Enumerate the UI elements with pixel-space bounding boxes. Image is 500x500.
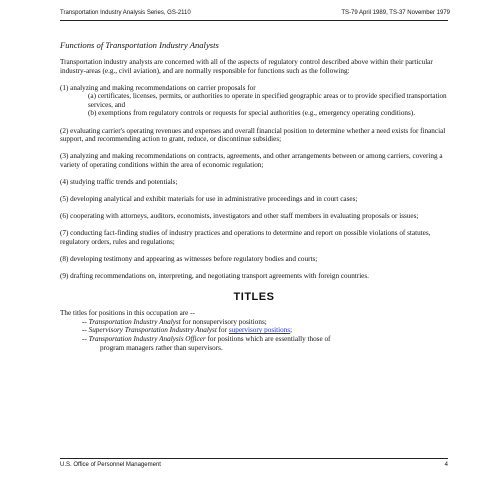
footer-page-number: 4 xyxy=(444,462,448,468)
running-footer xyxy=(60,462,448,468)
function-item-1b: (b) exemptions from regulatory controls or requests for special authorities (e.g., emergency operating conditions). xyxy=(88,109,415,118)
function-item-3: (3) analyzing and making recommendations on contracts, agreements, and other arrangements between or among carriers, covering a variety of operating conditions within the area of economic regulation; xyxy=(60,152,443,169)
footer-agency: U.S. Office of Personnel Management xyxy=(60,462,161,468)
function-item-1 xyxy=(60,84,448,118)
footer-rule xyxy=(60,458,448,459)
running-header xyxy=(60,10,450,16)
function-item-7: (7) conducting fact-finding studies of industry practices and operations to determine and report on possible violations of statutes, regulatory orders, rules and regulations; xyxy=(60,229,431,246)
titles-intro: The titles for positions in this occupation are -- xyxy=(60,309,195,318)
title-nonsupervisory: Transportation Industry Analyst xyxy=(88,317,181,326)
function-item-6: (6) cooperating with attorneys, auditors, economists, investigators and other staff members in evaluating proposals or issues; xyxy=(60,212,419,221)
title-line-3-continued: program managers rather than supervisors. xyxy=(100,343,223,352)
title-line-1 xyxy=(60,318,448,327)
title-line-2-mid: for xyxy=(216,326,229,335)
function-item-1-lead: (1) analyzing and making recommendations on carrier proposals for xyxy=(60,83,256,92)
titles-heading: TITLES xyxy=(233,290,275,303)
title-line-1-suffix: for nonsupervisory positions; xyxy=(180,317,267,326)
document-body xyxy=(60,40,448,352)
header-dates: TS-79 April 1989, TS-37 November 1979 xyxy=(341,10,450,16)
title-line-2 xyxy=(60,326,448,335)
title-line-3-suffix: for positions which are essentially those of xyxy=(205,334,331,343)
intro-paragraph: Transportation industry analysts are concerned with all of the aspects of regulatory control described above within their particular industry-areas (e.g., civil aviation), and are normally responsible for functions such as the following: xyxy=(60,58,433,75)
title-line-1-prefix: -- xyxy=(82,317,89,326)
function-item-9: (9) drafting recommendations on, interpreting, and negotiating transport agreements with foreign countries. xyxy=(60,272,369,280)
title-line-3 xyxy=(60,335,448,344)
function-item-2: (2) evaluating carrier's operating revenues and expenses and overall financial position to determine whether a need exists for financial support, and recommending action to grant, reduce, or discontinue subsidies; xyxy=(60,126,446,144)
supervisory-positions-link[interactable]: supervisory positions xyxy=(228,326,291,335)
function-item-8: (8) developing testimony and appearing as witnesses before regulatory bodies and courts; xyxy=(60,254,318,263)
function-item-5: (5) developing analytical and exhibit materials for use in administrative proceedings and in court cases; xyxy=(60,195,358,204)
title-supervisory: Supervisory Transportation Industry Analyst xyxy=(88,326,217,335)
title-officer: Transportation Industry Analysis Officer xyxy=(88,334,206,343)
function-item-4: (4) studying traffic trends and potentials; xyxy=(60,177,178,186)
header-series: Transportation Industry Analysis Series, GS-2110 xyxy=(60,10,191,16)
function-item-1-subs xyxy=(60,92,448,118)
title-line-2-end: ; xyxy=(290,326,293,335)
header-rule xyxy=(60,20,448,21)
title-line-3-prefix: -- xyxy=(82,334,89,343)
section-title: Functions of Transportation Industry Analysts xyxy=(60,40,219,50)
function-item-1a: (a) certificates, licenses, permits, or authorities to operate in specified geographic areas or to provide specified transportation services, and xyxy=(88,92,447,109)
title-line-2-prefix: -- xyxy=(82,326,89,335)
